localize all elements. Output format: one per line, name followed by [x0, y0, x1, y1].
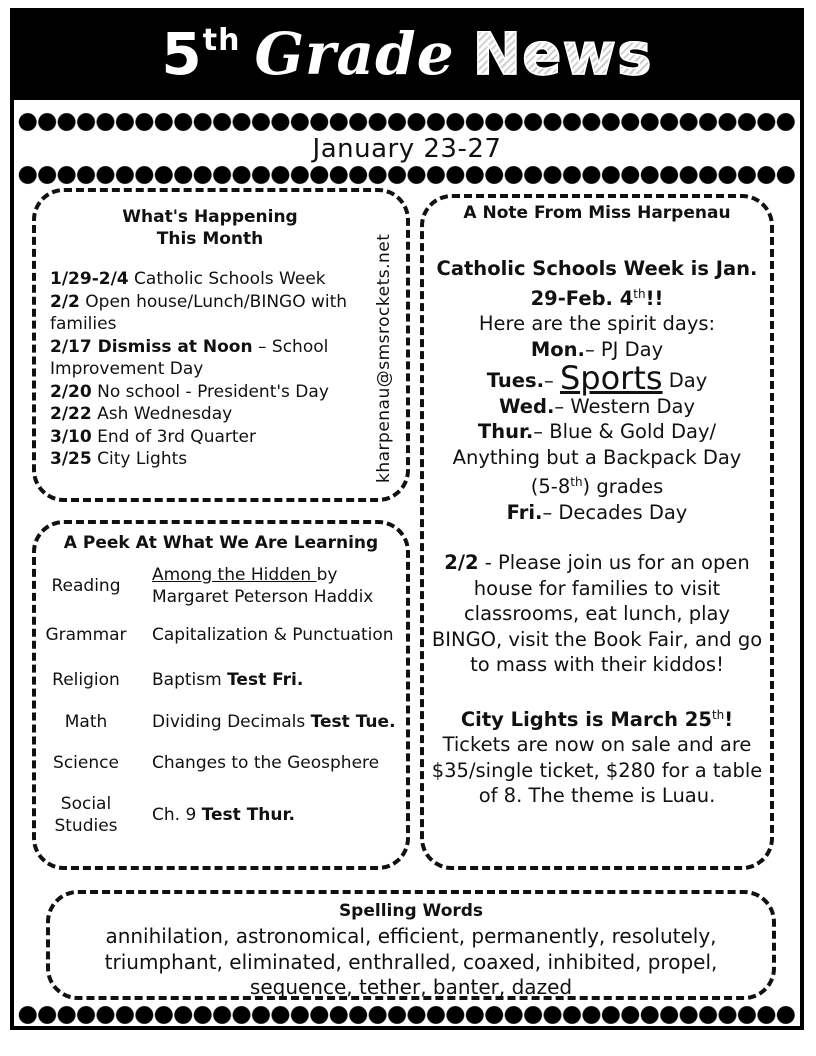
- spirit-day-extra: Anything but a Backpack Day: [452, 445, 742, 469]
- learning-row: [40, 667, 406, 693]
- learning-row: [40, 622, 406, 648]
- title-grade-suffix: th: [202, 23, 241, 58]
- title-news-word: News: [472, 20, 653, 88]
- week-dates: January 23-27: [312, 134, 502, 164]
- happening-title-line1: What's Happening: [122, 207, 298, 227]
- learning-topic: Dividing Decimals Test Tue.: [152, 712, 396, 732]
- event-item: 3/10 End of 3rd Quarter: [50, 426, 256, 447]
- spelling-words: annihilation, astronomical, efficient, permanently, resolutely, triumphant, eliminated, enthralled, coaxed, inhibited, propel, sequence, tether, banter, dazed: [104, 924, 718, 999]
- learning-subject: Religion: [52, 670, 120, 690]
- city-lights-details: Tickets are now on sale and are $35/single ticket, $280 for a table of 8. The theme is Luau.: [431, 733, 763, 807]
- learning-topic: Ch. 9 Test Thur.: [152, 805, 295, 825]
- open-house-note: 2/2 - Please join us for an open house for families to visit classrooms, eat lunch, play BINGO, visit the Book Fair, and go to mass with their kiddos!: [431, 551, 763, 676]
- spirit-day: Mon.– PJ Day: [530, 337, 664, 361]
- csw-heading: Catholic Schools Week is Jan.: [436, 257, 758, 280]
- spelling-title: Spelling Words: [338, 901, 484, 921]
- csw-dates: 29-Feb. 4th!!: [530, 286, 664, 310]
- learning-row: [40, 793, 406, 837]
- event-item: 2/2 Open house/Lunch/BINGO with families: [50, 291, 348, 334]
- dot-divider-bottom: [18, 1004, 796, 1026]
- learning-topic: Among the Hidden by Margaret Peterson Haddix: [152, 565, 374, 607]
- contact-email-link[interactable]: kharpenau@smsrockets.net: [374, 233, 394, 483]
- learning-subject: Science: [53, 753, 119, 773]
- learning-topic: Capitalization & Punctuation: [152, 625, 394, 645]
- city-lights-heading: City Lights is March 25th!: [460, 707, 734, 731]
- events-list: [50, 268, 370, 471]
- happening-title: [50, 206, 370, 250]
- newsletter-banner: [10, 8, 804, 100]
- learning-subject: Grammar: [45, 625, 127, 645]
- learning-title: A Peek At What We Are Learning: [63, 533, 379, 553]
- newsletter-title: [161, 20, 652, 88]
- spirit-day: Thur.– Blue & Gold Day/: [477, 420, 717, 443]
- event-item: 3/25 City Lights: [50, 449, 188, 469]
- learning-topic: Baptism Test Fri.: [152, 670, 304, 690]
- spirit-day: Tues.– Sports Day: [486, 359, 708, 397]
- learning-subject: Reading: [51, 576, 121, 596]
- learning-subject: Math: [64, 712, 108, 732]
- happening-box: [32, 188, 410, 502]
- title-grade-word: Grade: [254, 20, 455, 88]
- event-item: 2/17 Dismiss at Noon – School Improvement Day: [50, 336, 329, 379]
- event-item: 1/29-2/4 Catholic Schools Week: [50, 269, 326, 289]
- note-body: [428, 256, 766, 809]
- spelling-box: [46, 890, 776, 1000]
- event-item: 2/20 No school - President's Day: [50, 381, 329, 402]
- spirit-day: Wed.– Western Day: [498, 394, 696, 418]
- learning-row: [40, 750, 406, 776]
- learning-row: [40, 709, 406, 735]
- event-item: 2/22 Ash Wednesday: [50, 404, 233, 424]
- dot-divider-middle: [18, 164, 796, 186]
- learning-topic: Changes to the Geosphere: [152, 753, 380, 773]
- title-grade-number: 5: [161, 20, 203, 88]
- learning-subject: Social Studies: [54, 794, 118, 836]
- note-title: A Note From Miss Harpenau: [463, 203, 731, 223]
- spirit-day-grades: (5-8th) grades: [530, 475, 664, 498]
- spirit-intro: Here are the spirit days:: [478, 312, 716, 335]
- spirit-day: Fri.– Decades Day: [506, 500, 688, 524]
- happening-title-line2: This Month: [156, 229, 264, 249]
- learning-row: [40, 564, 406, 608]
- note-box: [420, 194, 774, 870]
